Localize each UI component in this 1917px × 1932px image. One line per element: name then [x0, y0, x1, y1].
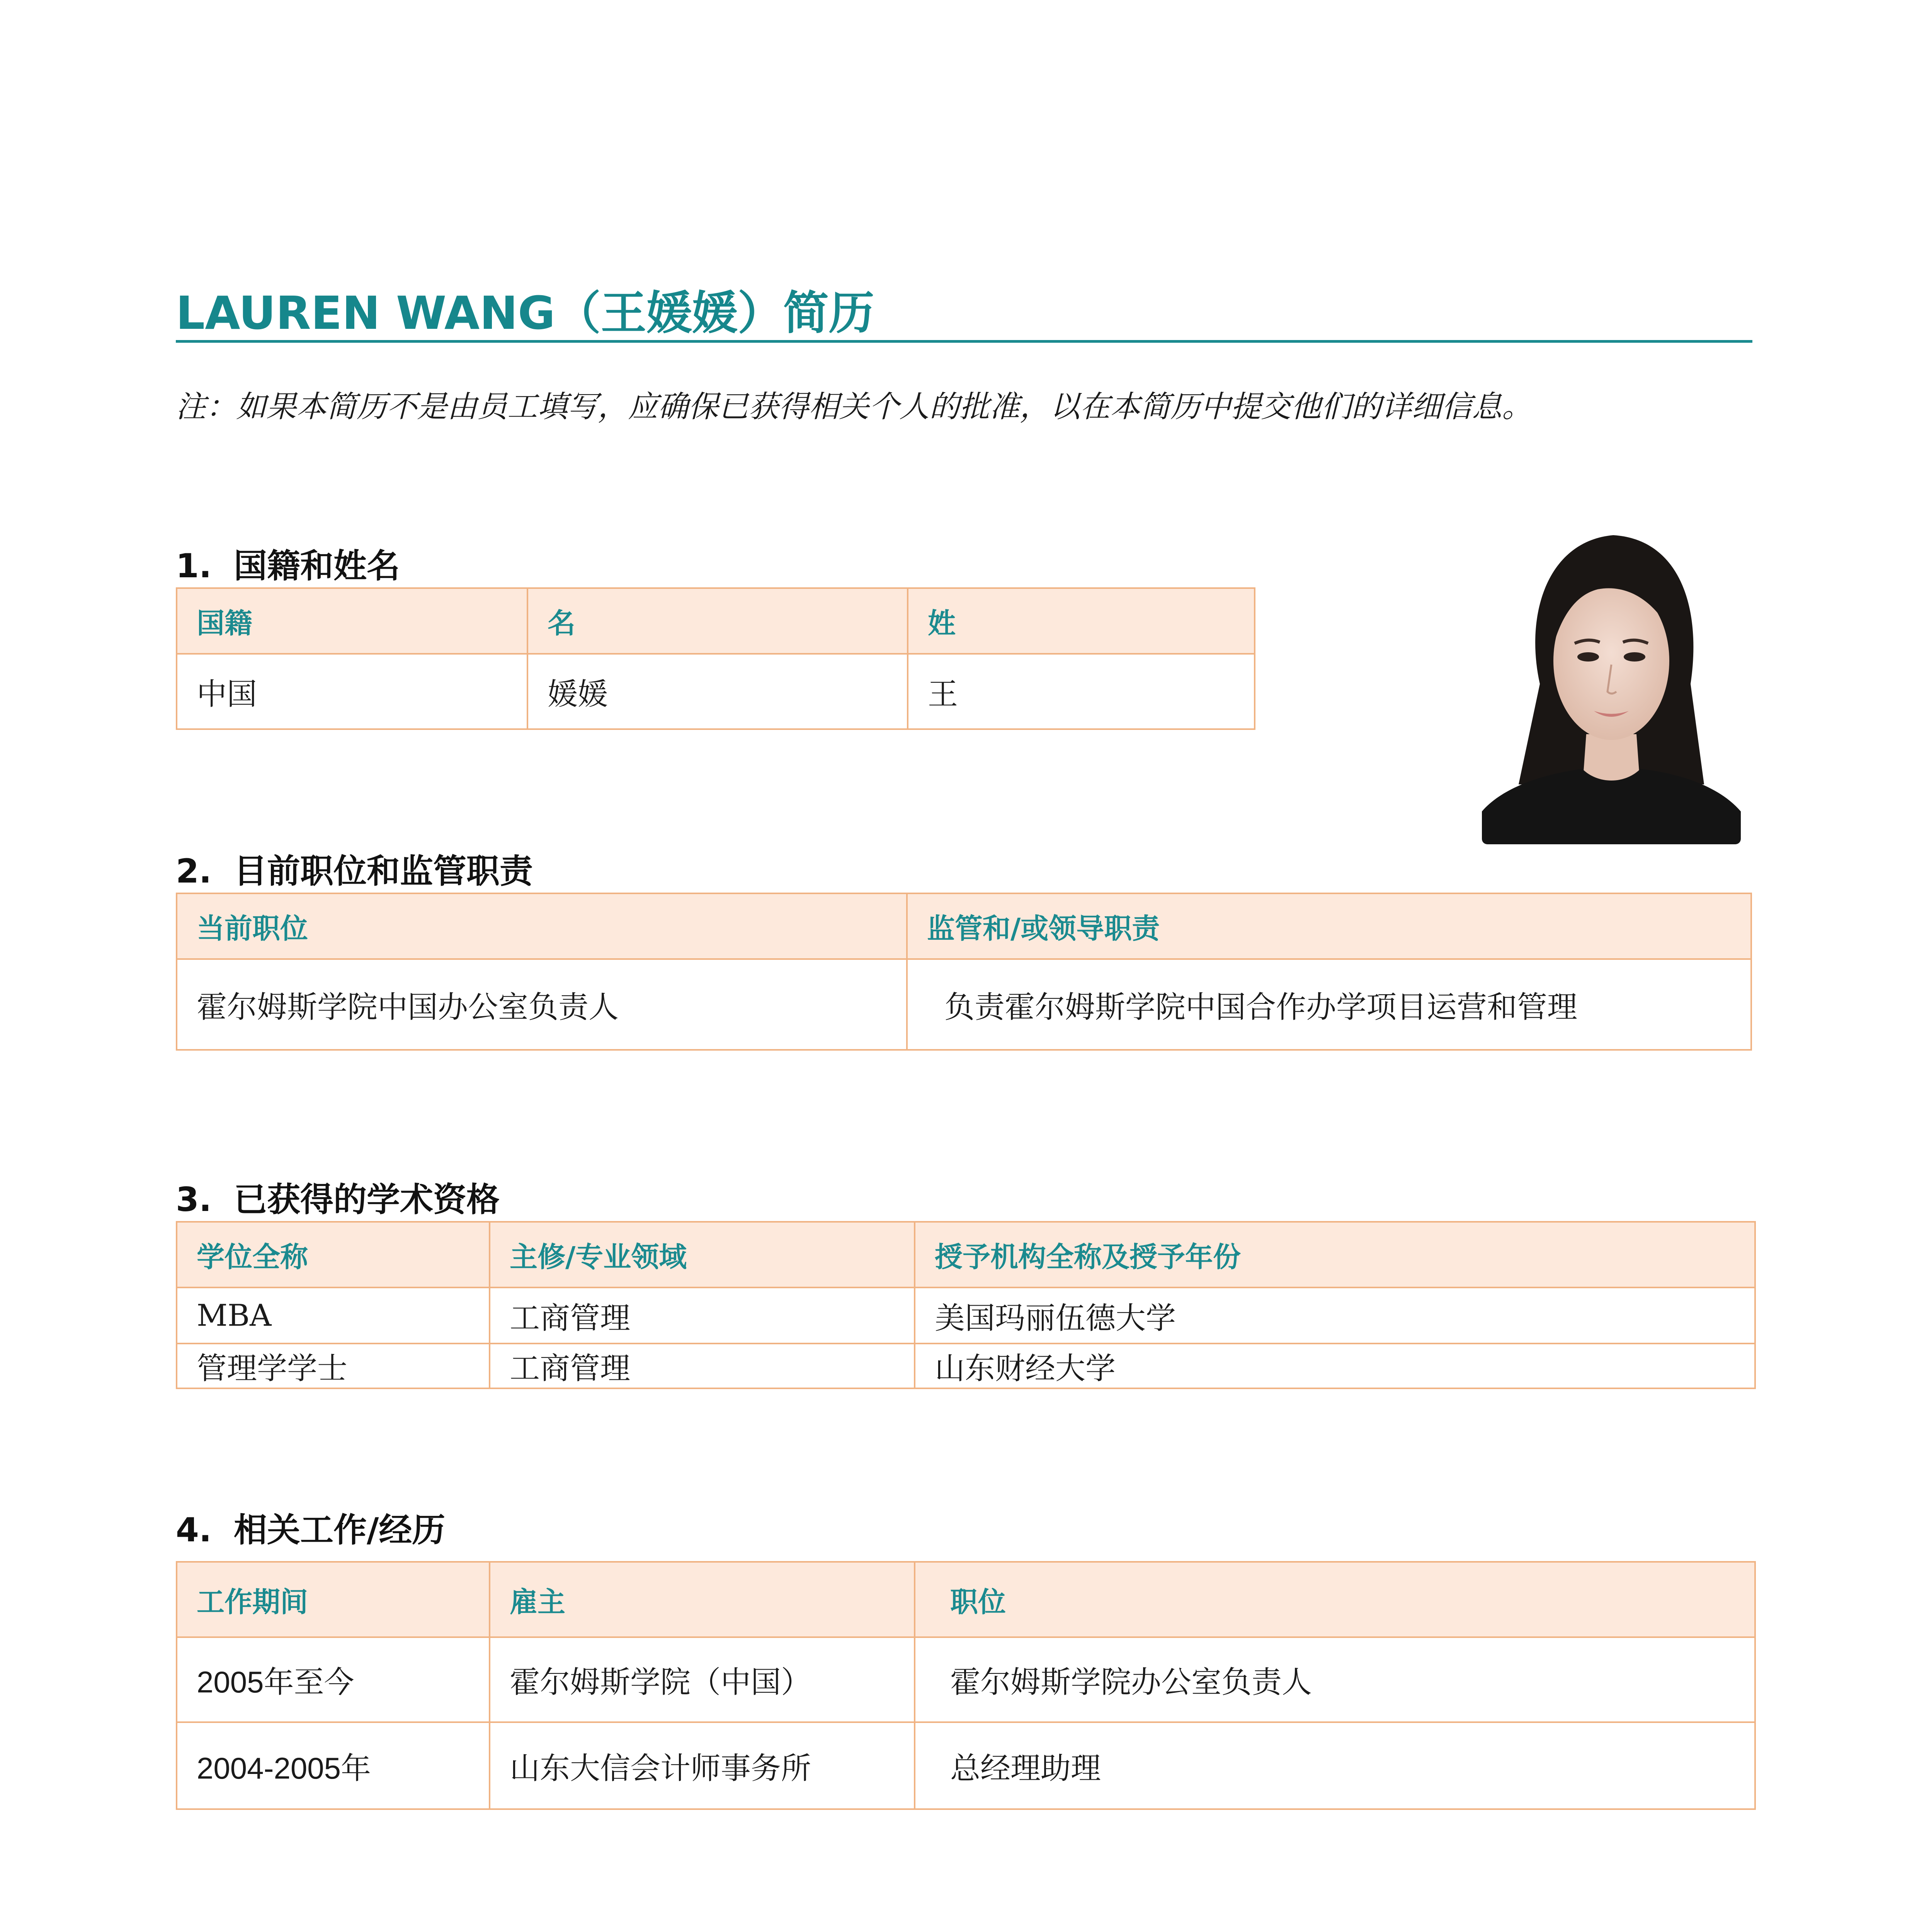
table-cell: 霍尔姆斯学院（中国） — [490, 1637, 915, 1722]
section-1-title: 国籍和姓名 — [234, 547, 400, 585]
table-cell: 管理学学士 — [177, 1344, 490, 1388]
section-3-number: 3. — [176, 1180, 212, 1219]
table-cell: 霍尔姆斯学院中国办公室负责人 — [177, 959, 907, 1050]
table-cell: 负责霍尔姆斯学院中国合作办学项目运营和管理 — [907, 959, 1751, 1050]
table-cell: 工商管理 — [490, 1344, 915, 1388]
section-1-heading — [176, 539, 400, 587]
section-3-title: 已获得的学术资格 — [234, 1180, 500, 1219]
table-header: 当前职位 — [177, 893, 907, 959]
table-header: 姓 — [908, 588, 1255, 654]
table-row — [177, 1344, 1755, 1388]
table-header: 国籍 — [177, 588, 527, 654]
section-2-title: 目前职位和监管职责 — [234, 852, 533, 891]
nationality-name-table — [176, 587, 1255, 730]
table-cell: 山东财经大学 — [915, 1344, 1755, 1388]
section-4-title: 相关工作/经历 — [234, 1511, 446, 1549]
resume-note: 注：如果本简历不是由员工填写，应确保已获得相关个人的批准，以在本简历中提交他们的详细信息。 — [176, 389, 1533, 424]
table-header: 名 — [527, 588, 908, 654]
table-cell: 王 — [908, 654, 1255, 729]
table-cell: 2005年至今 — [177, 1637, 490, 1722]
table-header: 主修/专业领域 — [490, 1222, 915, 1287]
table-row — [177, 1722, 1755, 1809]
table-cell: 中国 — [177, 654, 527, 729]
section-2-number: 2. — [176, 852, 212, 891]
table-row — [177, 1637, 1755, 1722]
table-cell: 山东大信会计师事务所 — [490, 1722, 915, 1809]
table-cell: 媛媛 — [527, 654, 908, 729]
section-2-heading — [176, 844, 533, 892]
qualifications-table — [176, 1221, 1756, 1389]
portrait-icon — [1482, 518, 1741, 844]
table-cell: MBA — [177, 1287, 490, 1344]
table-header: 学位全称 — [177, 1222, 490, 1287]
portrait-photo — [1482, 518, 1741, 844]
table-header: 雇主 — [490, 1562, 915, 1637]
section-1-number: 1. — [176, 547, 212, 585]
work-experience-table — [176, 1561, 1756, 1810]
table-header: 监管和/或领导职责 — [907, 893, 1751, 959]
table-cell: 总经理助理 — [915, 1722, 1755, 1809]
table-cell: 霍尔姆斯学院办公室负责人 — [915, 1637, 1755, 1722]
section-3-heading — [176, 1173, 500, 1221]
section-4-heading — [176, 1503, 445, 1551]
section-5-heading — [176, 1926, 822, 1932]
section-4-number: 4. — [176, 1511, 212, 1549]
position-table — [176, 893, 1752, 1051]
table-header: 授予机构全称及授予年份 — [915, 1222, 1755, 1287]
table-cell: 工商管理 — [490, 1287, 915, 1344]
table-header: 工作期间 — [177, 1562, 490, 1637]
table-header: 职位 — [915, 1562, 1755, 1637]
resume-title: LAUREN WANG（王媛媛）简历 — [176, 286, 1752, 343]
table-cell: 美国玛丽伍德大学 — [915, 1287, 1755, 1344]
table-row — [177, 1287, 1755, 1344]
table-cell: 2004-2005年 — [177, 1722, 490, 1809]
